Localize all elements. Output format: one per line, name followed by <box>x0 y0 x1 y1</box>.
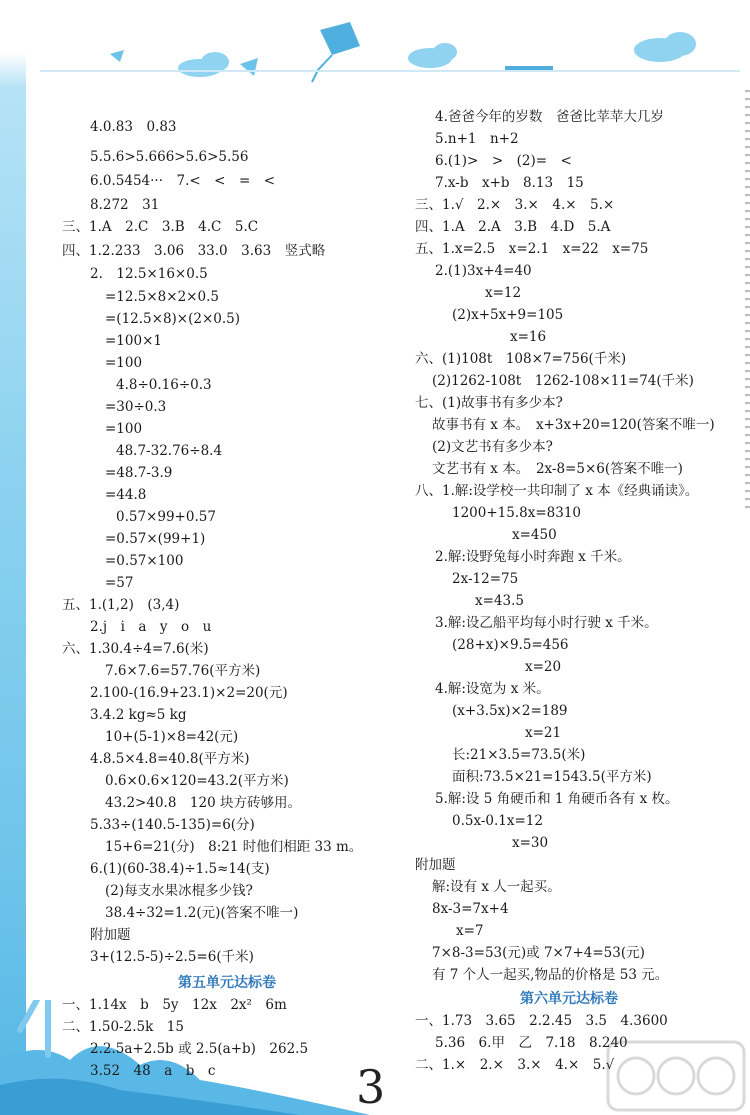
answer-line: 2.100-(16.9+23.1)×2=20(元) <box>90 685 288 701</box>
answer-line: 48.7-32.76÷8.4 <box>116 443 223 459</box>
section-title-unit6: 第六单元达标卷 <box>520 991 618 1007</box>
answer-line: (2)文艺书有多少本? <box>432 439 553 455</box>
answer-line: =44.8 <box>105 487 147 503</box>
top-divider <box>40 70 740 72</box>
answer-line: x=450 <box>512 527 557 543</box>
answer-line: 长:21×3.5=73.5(米) <box>452 747 586 763</box>
answer-line: 2.解:设野兔每小时奔跑 x 千米。 <box>435 549 631 565</box>
answer-line: =0.57×(99+1) <box>105 531 206 547</box>
answer-line: 3.4.2 kg≈5 kg <box>90 707 187 723</box>
answer-line: 2.2.5a+2.5b 或 2.5(a+b) 262.5 <box>90 1041 309 1057</box>
answer-line: 二、1.× 2.× 3.× 4.× 5.√ <box>415 1057 615 1073</box>
answer-line: 4.爸爸今年的岁数 爸爸比苹苹大几岁 <box>435 109 664 125</box>
answer-line: 四、1.2.233 3.06 33.0 3.63 竖式略 <box>62 243 326 259</box>
answer-line: (2)x+5x+9=105 <box>452 307 564 323</box>
kite-icon <box>312 22 360 82</box>
answer-line: 2.(1)3x+4=40 <box>435 263 532 279</box>
answer-line: 八、1.解:设学校一共印制了 x 本《经典诵读》。 <box>415 483 699 499</box>
answer-line: =48.7-3.9 <box>105 465 173 481</box>
answer-line: 六、1.30.4÷4=7.6(米) <box>62 641 209 657</box>
answer-line: 5.33÷(140.5-135)=6(分) <box>90 817 255 833</box>
answer-line: 3.解:设乙船平均每小时行驶 x 千米。 <box>435 615 658 631</box>
answer-line: =57 <box>105 575 134 591</box>
kite-icon <box>240 58 258 76</box>
answer-line: 三、1.A 2.C 3.B 4.C 5.C <box>62 219 259 235</box>
left-border-strip <box>0 0 26 1115</box>
answer-line: (2)每支水果冰棍多少钱? <box>105 883 253 899</box>
answer-line: 4.0.83 0.83 <box>90 119 177 135</box>
page-number: 3 <box>356 1060 386 1114</box>
answer-line: (2)1262-108t 1262-108×11=74(千米) <box>432 373 694 389</box>
answer-line: x=21 <box>525 725 562 741</box>
answer-line: 38.4÷32=1.2(元)(答案不唯一) <box>105 905 299 921</box>
answer-line: 43.2>40.8 120 块方砖够用。 <box>105 795 301 811</box>
kite-icon <box>110 50 124 62</box>
answer-line: 解:设有 x 人一起买。 <box>432 879 561 895</box>
top-banner <box>0 0 750 88</box>
answer-line: 0.57×99+0.57 <box>116 509 216 525</box>
answer-line: 6.(1)(60-38.4)÷1.5≈14(支) <box>90 861 270 877</box>
watermark-logo <box>606 1040 746 1112</box>
answer-line: 五、1.(1,2) (3,4) <box>62 597 180 613</box>
answer-line: 0.6×0.6×120=43.2(平方米) <box>105 773 289 789</box>
answer-line: (28+x)×9.5=456 <box>452 637 569 653</box>
answer-line: 2.j i a y o u <box>90 619 212 635</box>
answer-line: 附加题 <box>415 857 456 873</box>
answer-line: 故事书有 x 本。 x+3x+20=120(答案不唯一) <box>432 417 715 433</box>
answer-line: =0.57×100 <box>105 553 184 569</box>
binding-dots <box>745 90 750 510</box>
answer-line: =12.5×8×2×0.5 <box>105 289 219 305</box>
section-title-unit5: 第五单元达标卷 <box>178 975 276 991</box>
answer-line: x=7 <box>456 923 484 939</box>
answer-line: 文艺书有 x 本。 2x-8=5×6(答案不唯一) <box>432 461 683 477</box>
answer-line: 五、1.x=2.5 x=2.1 x=22 x=75 <box>415 241 649 257</box>
answer-line: 4.解:设宽为 x 米。 <box>435 681 550 697</box>
answer-line: 10+(5-1)×8=42(元) <box>105 729 239 745</box>
answer-line: 5.5.6>5.666>5.6>5.56 <box>90 149 249 165</box>
answer-line: =100 <box>105 421 143 437</box>
answer-line: 三、1.√ 2.× 3.× 4.× 5.× <box>415 197 615 213</box>
answer-line: =100 <box>105 355 143 371</box>
answer-line: 6.(1)> > (2)= < <box>435 153 572 169</box>
answer-line: 7.6×7.6=57.76(平方米) <box>105 663 261 679</box>
answer-line: 1200+15.8x=8310 <box>452 505 582 521</box>
answer-line: 0.5x-0.1x=12 <box>452 813 543 829</box>
answer-line: 4.8.5×4.8=40.8(平方米) <box>90 751 250 767</box>
answer-line: 5.n+1 n+2 <box>435 131 519 147</box>
answer-line: 2. 12.5×16×0.5 <box>90 266 208 282</box>
answer-line: =100×1 <box>105 333 162 349</box>
answer-line: 一、1.73 3.65 2.2.45 3.5 4.3600 <box>415 1013 668 1029</box>
answer-line: 7.x-b x+b 8.13 15 <box>435 175 584 191</box>
answer-line: 8.272 31 <box>90 197 160 213</box>
answer-line: 4.8÷0.16÷0.3 <box>116 377 212 393</box>
answer-line: =30÷0.3 <box>105 399 167 415</box>
answer-line: x=12 <box>485 285 522 301</box>
answer-line: 3.52 48 a b c <box>90 1063 216 1079</box>
answer-line: 六、(1)108t 108×7=756(千米) <box>415 351 627 367</box>
answer-line: x=43.5 <box>475 593 524 609</box>
windmill-icon <box>10 1000 48 1055</box>
answer-line: 8x-3=7x+4 <box>432 901 509 917</box>
answer-line: 二、1.50-2.5k 15 <box>62 1019 184 1035</box>
answer-line: (x+3.5x)×2=189 <box>452 703 568 719</box>
answer-line: 2x-12=75 <box>452 571 519 587</box>
answer-line: 四、1.A 2.A 3.B 4.D 5.A <box>415 219 611 235</box>
answer-line: 附加题 <box>90 927 131 943</box>
answer-line: 5.36 6.甲 乙 7.18 8.240 <box>435 1035 628 1051</box>
answer-line: x=16 <box>510 329 547 345</box>
answer-line: 面积:73.5×21=1543.5(平方米) <box>452 769 652 785</box>
answer-line: 七、(1)故事书有多少本? <box>415 395 563 411</box>
answer-line: 3+(12.5-5)÷2.5=6(千米) <box>90 949 254 965</box>
answer-line: 15+6=21(分) 8:21 时他们相距 33 m。 <box>105 839 363 855</box>
answer-line: 5.解:设 5 角硬币和 1 角硬币各有 x 枚。 <box>435 791 679 807</box>
answer-line: =(12.5×8)×(2×0.5) <box>105 311 241 327</box>
answer-line: x=20 <box>525 659 562 675</box>
answer-line: x=30 <box>512 835 549 851</box>
answer-line: 6.0.5454··· 7.< < = < <box>90 173 276 189</box>
answer-line: 一、1.14x b 5y 12x 2x² 6m <box>62 997 287 1013</box>
answer-line: 有 7 个人一起买,物品的价格是 53 元。 <box>432 967 669 983</box>
kite-clouds-illustration <box>0 0 750 88</box>
answer-line: 7×8-3=53(元)或 7×7+4=53(元) <box>432 945 645 961</box>
